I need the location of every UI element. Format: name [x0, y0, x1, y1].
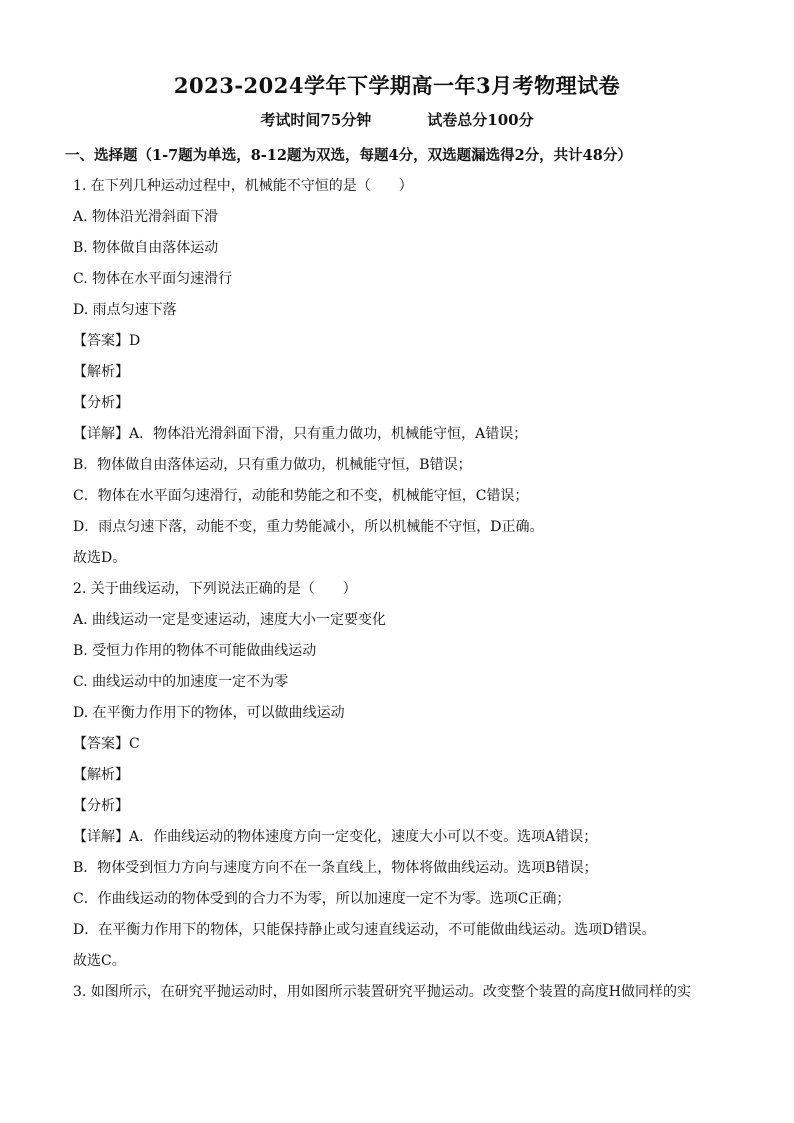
exam-content [65, 140, 723, 1008]
question-line: 3. 如图所示，在研究平抛运动时，用如图所示装置研究平抛运动。改变整个装置的高度H做同样的实 [73, 984, 692, 1000]
question-line: 1. 在下列几种运动过程中，机械能不守恒的是（ ） [73, 178, 413, 194]
detail-line: 【详解】A．作曲线运动的物体速度方向一定变化，速度大小可以不变。选项A错误； [73, 829, 598, 845]
option-line: B. 受恒力作用的物体不可能做曲线运动 [73, 643, 317, 659]
detail-line: 故选D。 [73, 550, 127, 566]
detail-line: 故选C。 [73, 953, 126, 969]
tag-line: 【分析】 [73, 395, 129, 411]
detail-line: 【详解】A．物体沿光滑斜面下滑，只有重力做功，机械能守恒，A错误； [73, 426, 528, 442]
tag-line: 【解析】 [73, 364, 129, 380]
exam-time: 考试时间75分钟 [260, 111, 372, 129]
option-line: A. 物体沿光滑斜面下滑 [73, 209, 219, 225]
detail-line: B．物体做自由落体运动，只有重力做功，机械能守恒，B错误； [73, 457, 472, 473]
option-line: C. 曲线运动中的加速度一定不为零 [73, 674, 289, 690]
detail-line: C．作曲线运动的物体受到的合力不为零，所以加速度一定不为零。选项C正确； [73, 891, 571, 907]
exam-title: 2023-2024学年下学期高一年3月考物理试卷 [173, 73, 621, 98]
option-line: D. 雨点匀速下落 [73, 302, 177, 318]
detail-line: C．物体在水平面匀速滑行，动能和势能之和不变，机械能守恒，C错误； [73, 488, 529, 504]
detail-line: D．在平衡力作用下的物体，只能保持静止或匀速直线运动，不可能做曲线运动。选项D错误。 [73, 922, 656, 938]
option-line: A. 曲线运动一定是变速运动，速度大小一定要变化 [73, 612, 387, 628]
detail-line: B．物体受到恒力方向与速度方向不在一条直线上，物体将做曲线运动。选项B错误； [73, 860, 598, 876]
tag-line: 【解析】 [73, 767, 129, 783]
answer-line: 【答案】D [73, 333, 141, 349]
tag-line: 【分析】 [73, 798, 129, 814]
option-line: B. 物体做自由落体运动 [73, 240, 219, 256]
option-line: C. 物体在水平面匀速滑行 [73, 271, 233, 287]
question-line: 2. 关于曲线运动，下列说法正确的是（ ） [73, 581, 357, 597]
answer-line: 【答案】C [73, 736, 140, 752]
exam-total-score: 试卷总分100分 [427, 111, 534, 129]
detail-line: D．雨点匀速下落，动能不变，重力势能减小，所以机械能不守恒，D正确。 [73, 519, 544, 535]
option-line: D. 在平衡力作用下的物体，可以做曲线运动 [73, 705, 345, 721]
section-line: 一、选择题（1-7题为单选，8-12题为双选，每题4分，双选题漏选得2分，共计48分） [65, 147, 632, 164]
exam-subtitle [0, 109, 794, 130]
